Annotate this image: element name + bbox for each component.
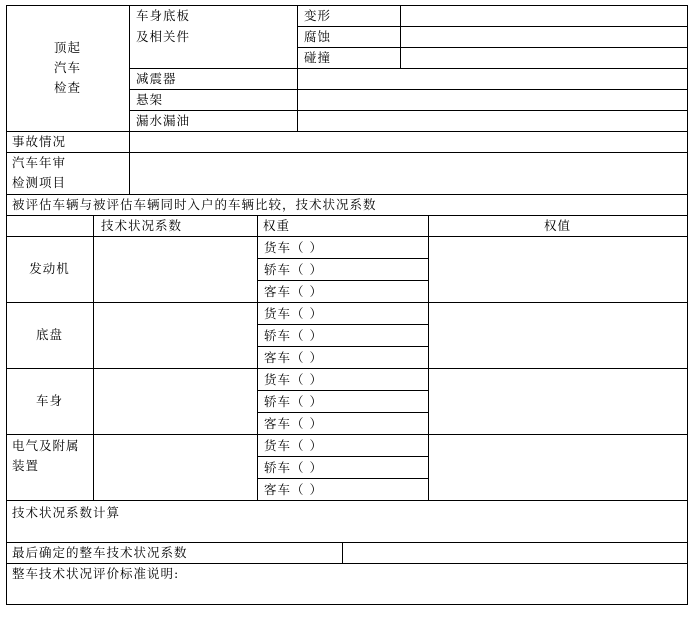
accident-label: 事故情况 xyxy=(12,134,67,149)
category-body: 车身 xyxy=(35,393,63,408)
weight-bus: 客车（ ） xyxy=(264,482,323,497)
header-coef: 技术状况系数 xyxy=(101,218,183,233)
comparison-title: 被评估车辆与被评估车辆同时入户的车辆比较，技术状况系数 xyxy=(12,197,377,212)
weight-truck: 货车（ ） xyxy=(264,372,323,387)
body-parts-line2: 及相关件 xyxy=(136,29,191,44)
suspension-label: 悬架 xyxy=(136,92,164,107)
category-electrical-line2: 装置 xyxy=(12,458,40,473)
weight-bus: 客车（ ） xyxy=(264,416,323,431)
weight-truck: 货车（ ） xyxy=(264,306,323,321)
weight-car: 轿车（ ） xyxy=(264,394,323,409)
weight-truck: 货车（ ） xyxy=(264,438,323,453)
header-weight: 权重 xyxy=(263,218,291,233)
body-parts-line1: 车身底板 xyxy=(136,8,191,23)
annual-inspection-line2: 检测项目 xyxy=(12,175,67,190)
top-check-title-line3: 检查 xyxy=(53,80,81,95)
annual-inspection-line1: 汽车年审 xyxy=(12,155,67,170)
top-check-title-line1: 顶起 xyxy=(53,40,81,55)
leak-label: 漏水漏油 xyxy=(136,113,191,128)
standard-label: 整车技术状况评价标准说明: xyxy=(12,566,180,581)
header-weighted-value: 权值 xyxy=(543,218,571,233)
weight-bus: 客车（ ） xyxy=(264,350,323,365)
calc-label: 技术状况系数计算 xyxy=(12,505,121,520)
body-sub-corrosion: 腐蚀 xyxy=(304,29,332,44)
weight-car: 轿车（ ） xyxy=(264,262,323,277)
top-check-title-line2: 汽车 xyxy=(53,60,81,75)
body-sub-collision: 碰撞 xyxy=(304,50,332,65)
category-electrical-line1: 电气及附属 xyxy=(12,438,80,453)
weight-car: 轿车（ ） xyxy=(264,328,323,343)
final-coef-label: 最后确定的整车技术状况系数 xyxy=(12,545,188,560)
weight-truck: 货车（ ） xyxy=(264,240,323,255)
shock-absorber-label: 减震器 xyxy=(136,71,177,86)
weight-bus: 客车（ ） xyxy=(264,284,323,299)
category-engine: 发动机 xyxy=(29,261,70,276)
weight-car: 轿车（ ） xyxy=(264,460,323,475)
body-sub-deformation: 变形 xyxy=(304,8,332,23)
category-chassis: 底盘 xyxy=(35,327,63,342)
